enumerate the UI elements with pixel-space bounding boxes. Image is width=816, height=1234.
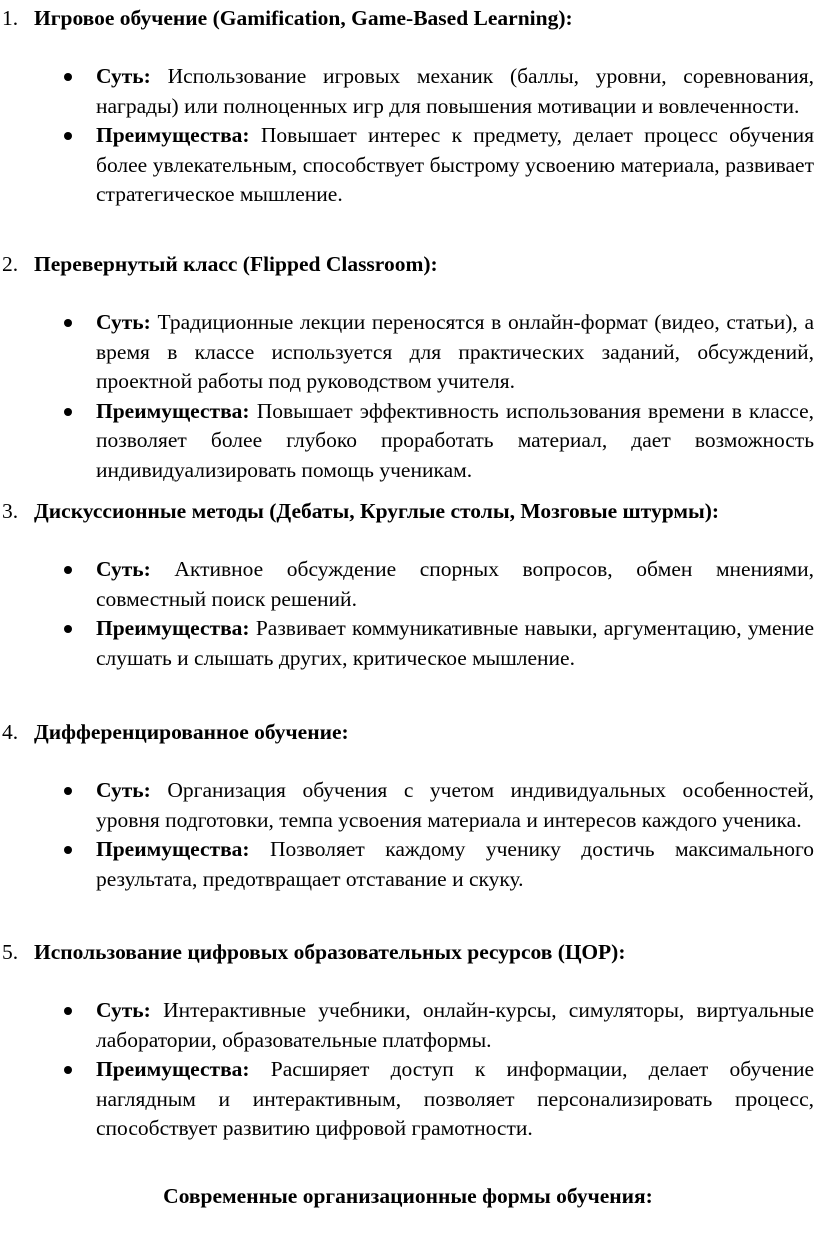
bullet-icon	[64, 1007, 72, 1015]
section-number: 4.	[2, 720, 19, 744]
section-title: Перевернутый класс (Flipped Classroom):	[34, 252, 438, 276]
bullet-text: Использование игровых механик (баллы, уровни, соревнования, награды) или полноценных игр для повышения мотивации и вовлеченности.	[96, 64, 814, 118]
bullet-list	[0, 62, 816, 210]
bullet-icon	[64, 1066, 72, 1074]
bullet-label: Суть:	[96, 778, 168, 802]
bullet-label: Преимущества:	[96, 398, 257, 423]
section-4	[0, 718, 816, 894]
bullet-icon	[64, 625, 72, 633]
bullet-text: Повышает эффективность использования времени в классе, позволяет более глубоко проработать материал, дает возможность индивидуализировать помощь ученикам.	[96, 398, 815, 482]
bullet-list	[0, 996, 816, 1144]
section-number: 2.	[2, 252, 19, 276]
section-heading	[0, 4, 816, 34]
bullet-text: Организация обучения с учетом индивидуальных особенностей, уровня подготовки, темпа усвоения материала и интересов каждого ученика.	[96, 778, 814, 832]
bullet-label: Преимущества:	[96, 616, 256, 640]
section-title: Игровое обучение (Gamification, Game-Based Learning):	[34, 6, 573, 30]
list-item	[0, 308, 816, 397]
section-heading	[0, 497, 816, 527]
list-item	[0, 121, 816, 210]
list-item	[0, 996, 816, 1055]
bullet-label: Суть:	[96, 64, 168, 88]
bullet-icon	[64, 566, 72, 574]
bullet-icon	[64, 132, 72, 140]
section-title: Дифференцированное обучение:	[34, 720, 349, 744]
bullet-text: Развивает коммуникативные навыки, аргументацию, умение слушать и слышать других, критическое мышление.	[96, 616, 815, 670]
section-number: 1.	[2, 6, 19, 30]
list-item	[0, 555, 816, 614]
bullet-icon	[64, 787, 72, 795]
list-item	[0, 62, 816, 121]
bullet-text: Расширяет доступ к информации, делает обучение наглядным и интерактивным, позволяет персонализировать процесс, способствует развитию цифровой грамотности.	[96, 1057, 815, 1140]
bullet-icon	[64, 846, 72, 854]
section-number: 3.	[2, 499, 19, 523]
bullet-icon	[64, 408, 72, 416]
bullet-list	[0, 555, 816, 673]
section-number: 5.	[2, 940, 19, 964]
list-item	[0, 835, 816, 894]
list-item	[0, 614, 816, 673]
section-1	[0, 4, 816, 210]
section-3	[0, 497, 816, 673]
bullet-text: Традиционные лекции переносятся в онлайн-формат (видео, статьи), а время в классе используется для практических заданий, обсуждений, проектной работы под руководством учителя.	[96, 310, 814, 393]
bullet-list	[0, 308, 816, 485]
bullet-label: Суть:	[96, 310, 158, 334]
bullet-label: Суть:	[96, 557, 175, 581]
bullet-list	[0, 776, 816, 894]
section-2	[0, 250, 816, 485]
list-item	[0, 776, 816, 835]
section-heading	[0, 718, 816, 748]
bullet-text: Повышает интерес к предмету, делает процесс обучения более увлекательным, способствует быстрому усвоению материала, развивает стратегическое мышление.	[96, 123, 814, 206]
list-item	[0, 1055, 816, 1144]
bullet-label: Преимущества:	[96, 1057, 271, 1081]
final-heading: Современные организационные формы обучения:	[163, 1184, 653, 1208]
bullet-label: Преимущества:	[96, 837, 271, 861]
bullet-icon	[64, 319, 72, 327]
section-title: Использование цифровых образовательных ресурсов (ЦОР):	[34, 940, 626, 964]
section-title: Дискуссионные методы (Дебаты, Круглые столы, Мозговые штурмы):	[34, 499, 720, 523]
bullet-label: Суть:	[96, 998, 164, 1022]
section-5	[0, 938, 816, 1144]
bullet-text: Позволяет каждому ученику достичь максимального результата, предотвращает отставание и скуку.	[96, 837, 814, 891]
bullet-text: Активное обсуждение спорных вопросов, обмен мнениями, совместный поиск решений.	[96, 557, 814, 611]
section-heading	[0, 938, 816, 968]
section-heading	[0, 250, 816, 280]
bullet-label: Преимущества:	[96, 123, 261, 147]
list-item	[0, 397, 816, 486]
bullet-icon	[64, 73, 72, 81]
bullet-text: Интерактивные учебники, онлайн-курсы, симуляторы, виртуальные лаборатории, образовательные платформы.	[96, 998, 814, 1052]
